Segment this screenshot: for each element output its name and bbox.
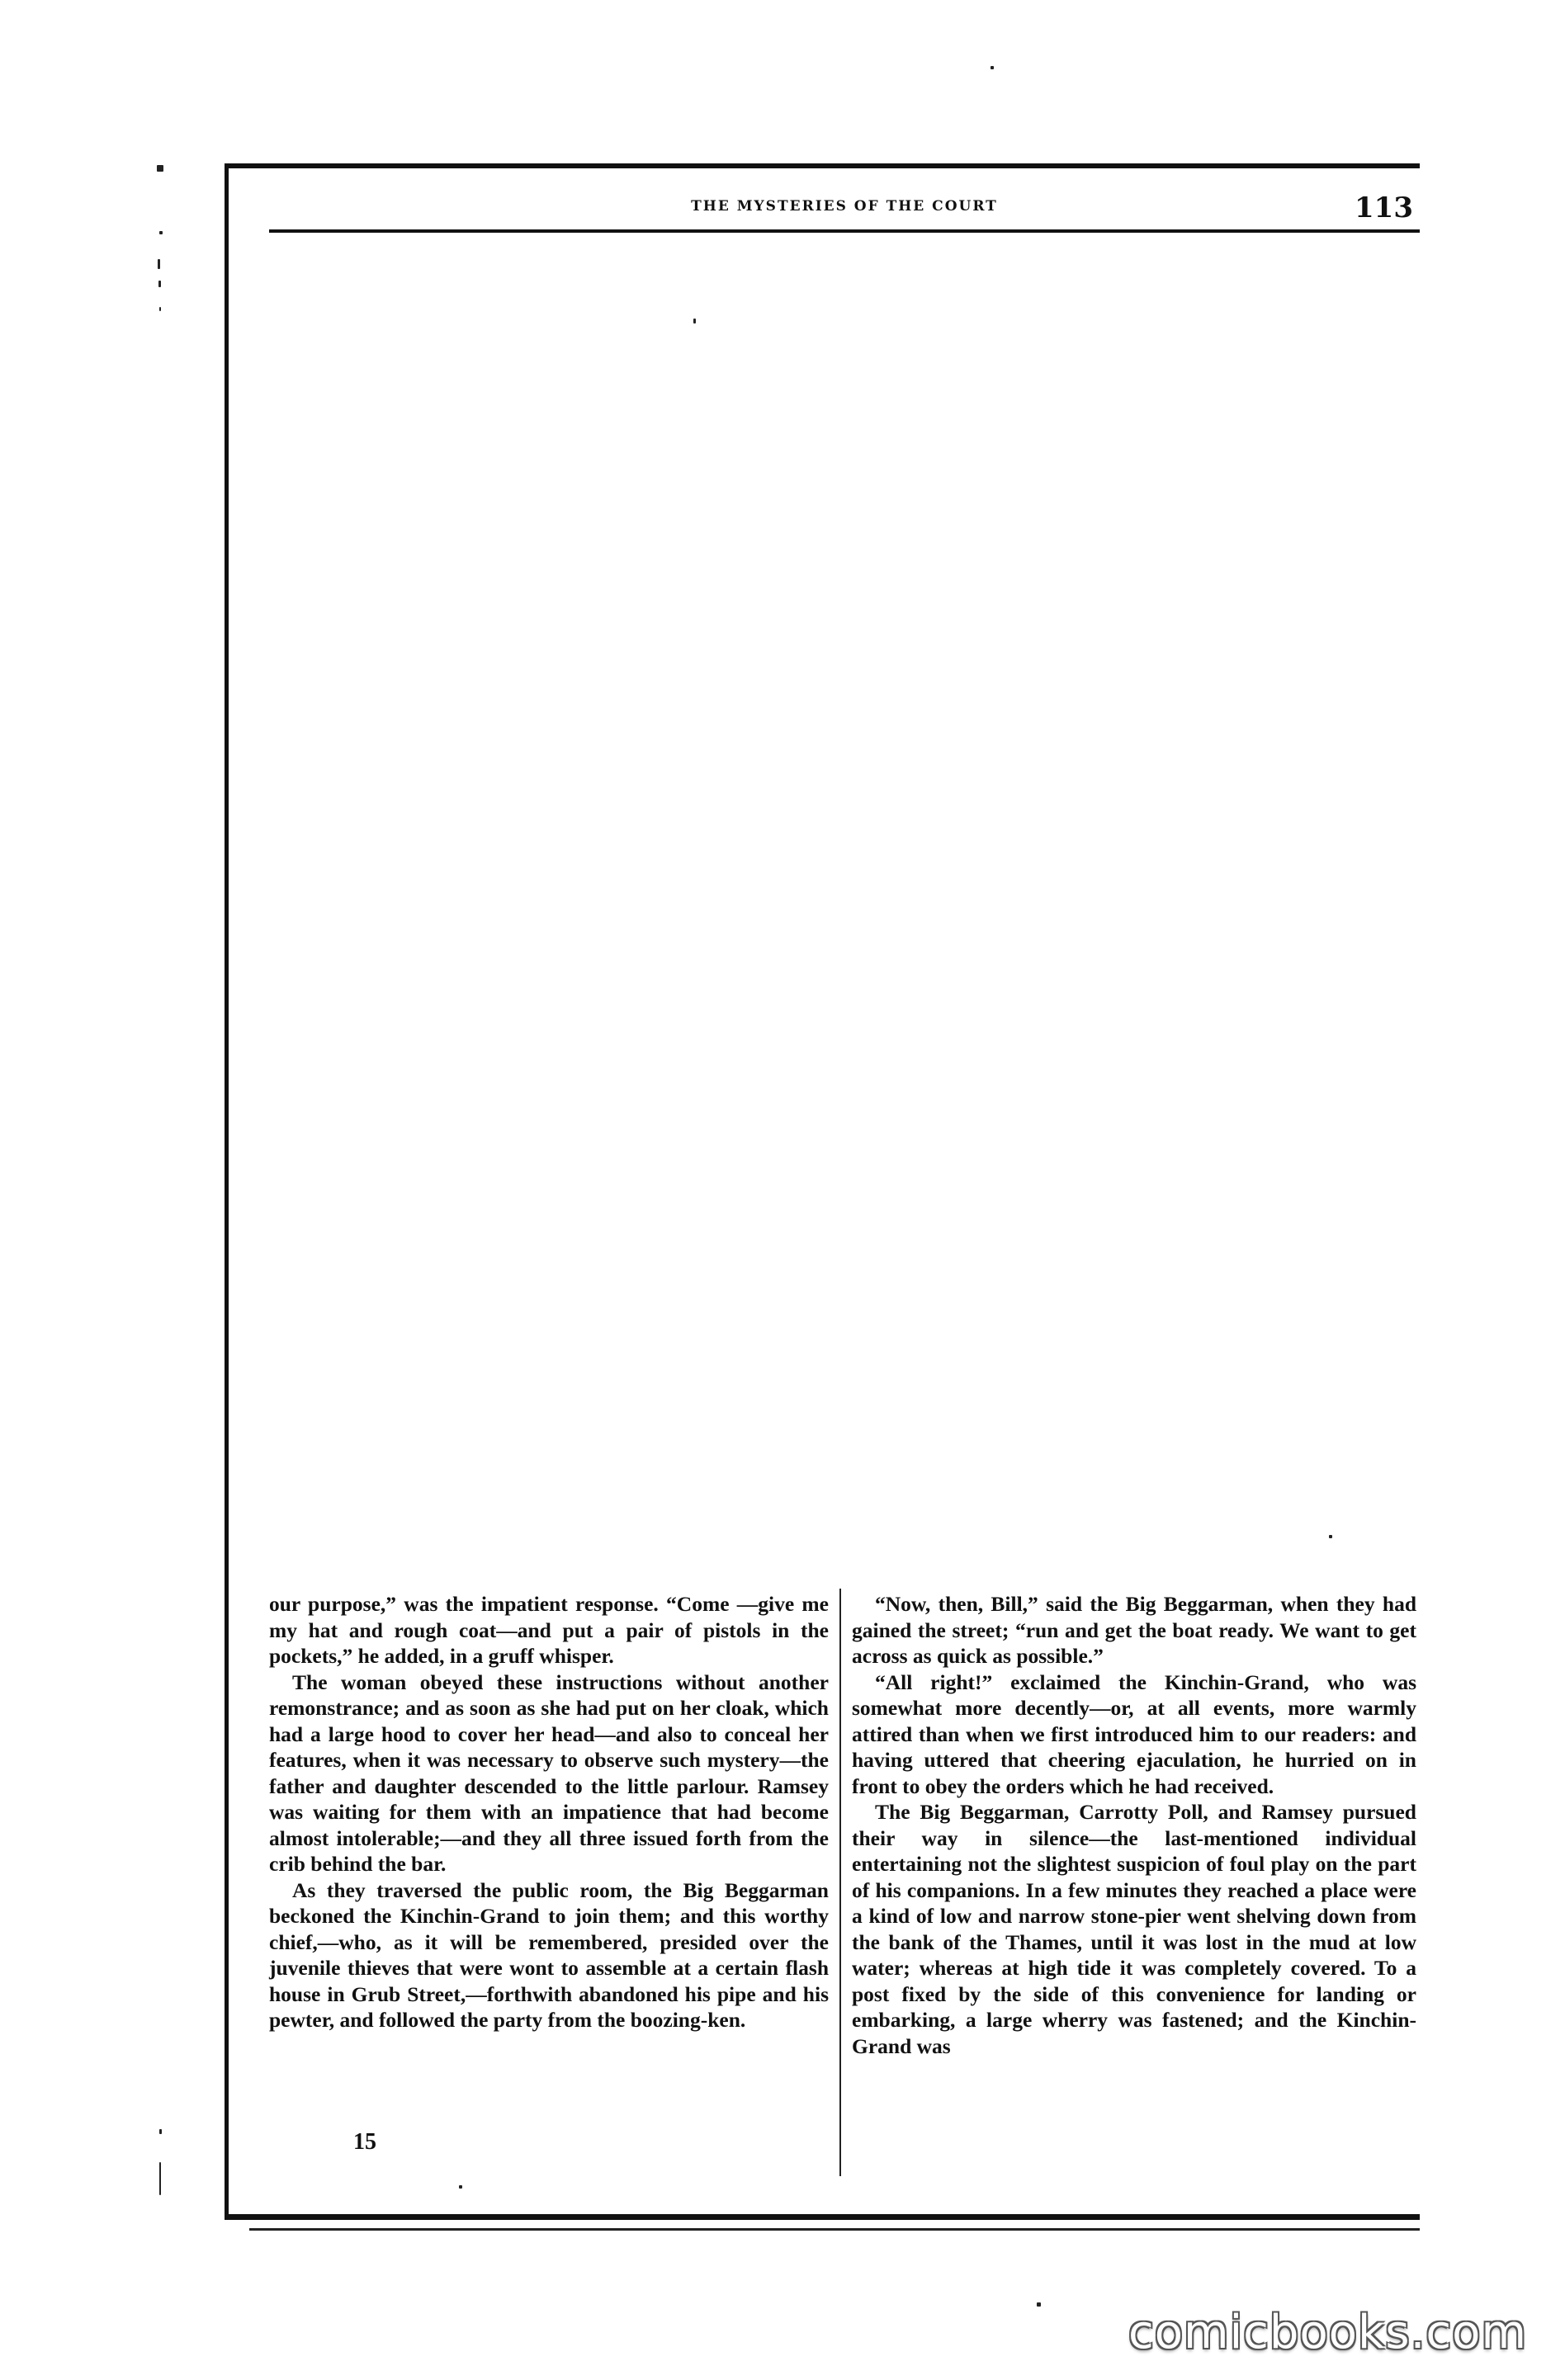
running-head	[269, 188, 1420, 233]
margin-speck	[1037, 2302, 1041, 2307]
margin-speck	[158, 281, 161, 287]
margin-speck	[158, 259, 160, 269]
signature-mark: 15	[353, 2129, 376, 2155]
margin-speck	[157, 165, 163, 172]
running-title: THE MYSTERIES OF THE COURT	[691, 198, 998, 215]
watermark: comicbooks.com	[1128, 2306, 1527, 2359]
margin-speck	[693, 319, 696, 323]
margin-speck	[159, 2129, 162, 2134]
column-divider	[839, 1589, 841, 2176]
margin-speck	[991, 66, 994, 69]
left-column	[269, 1591, 829, 2033]
page-number: 113	[1355, 191, 1413, 224]
margin-speck	[1329, 1535, 1332, 1538]
paragraph: “All right!” exclaimed the Kinchin-Grand, who was somewhat more decently—or, at all events, more warmly attired than when we first introduced him to our readers: and having uttered that cheering ejaculation, he hurried on in front to obey the orders which he had received.	[852, 1669, 1416, 1798]
margin-speck	[459, 2185, 462, 2189]
paragraph: our purpose,” was the impatient response. “Come —give me my hat and rough coat—and put a pair of pistols in the pockets,” he added, in a gruff whisper.	[269, 1592, 829, 1668]
margin-speck	[159, 231, 163, 234]
margin-speck	[159, 2162, 161, 2195]
paragraph: The Big Beggarman, Carrotty Poll, and Ramsey pursued their way in silence—the last-mentioned individual entertaining not the slightest suspicion of foul play on the part of his companions. In a few minutes they reached a place were a kind of low and narrow stone-pier went shelving down from the bank of the Thames, until it was lost in the mud at low water; whereas at high tide it was completely covered. To a post fixed by the side of this convenience for landing or embarking, a large wherry was fastened; and the Kinchin-Grand was	[852, 1800, 1416, 2058]
paragraph: The woman obeyed these instructions without another remonstrance; and as soon as she had put on her cloak, which had a large hood to cover her head—and also to conceal her features, when it was necessary to observe such mystery—the father and daughter descended to the little parlour. Ramsey was waiting for them with an impatience that had become almost intolerable;—and they all three issued forth from the crib behind the bar.	[269, 1669, 829, 1876]
paragraph: “Now, then, Bill,” said the Big Beggarman, when they had gained the street; “run and get the boat ready. We want to get across as quick as possible.”	[852, 1592, 1416, 1668]
margin-speck	[159, 307, 161, 311]
right-column	[852, 1591, 1416, 2059]
bottom-rule	[249, 2228, 1420, 2231]
paragraph: As they traversed the public room, the Big Beggarman beckoned the Kinchin-Grand to join them; and this worthy chief,—who, as it will be remembered, presided over the juvenile thieves that were wont to assemble at a certain flash house in Grub Street,—forthwith abandoned his pipe and his pewter, and followed the party from the boozing-ken.	[269, 1877, 829, 2032]
